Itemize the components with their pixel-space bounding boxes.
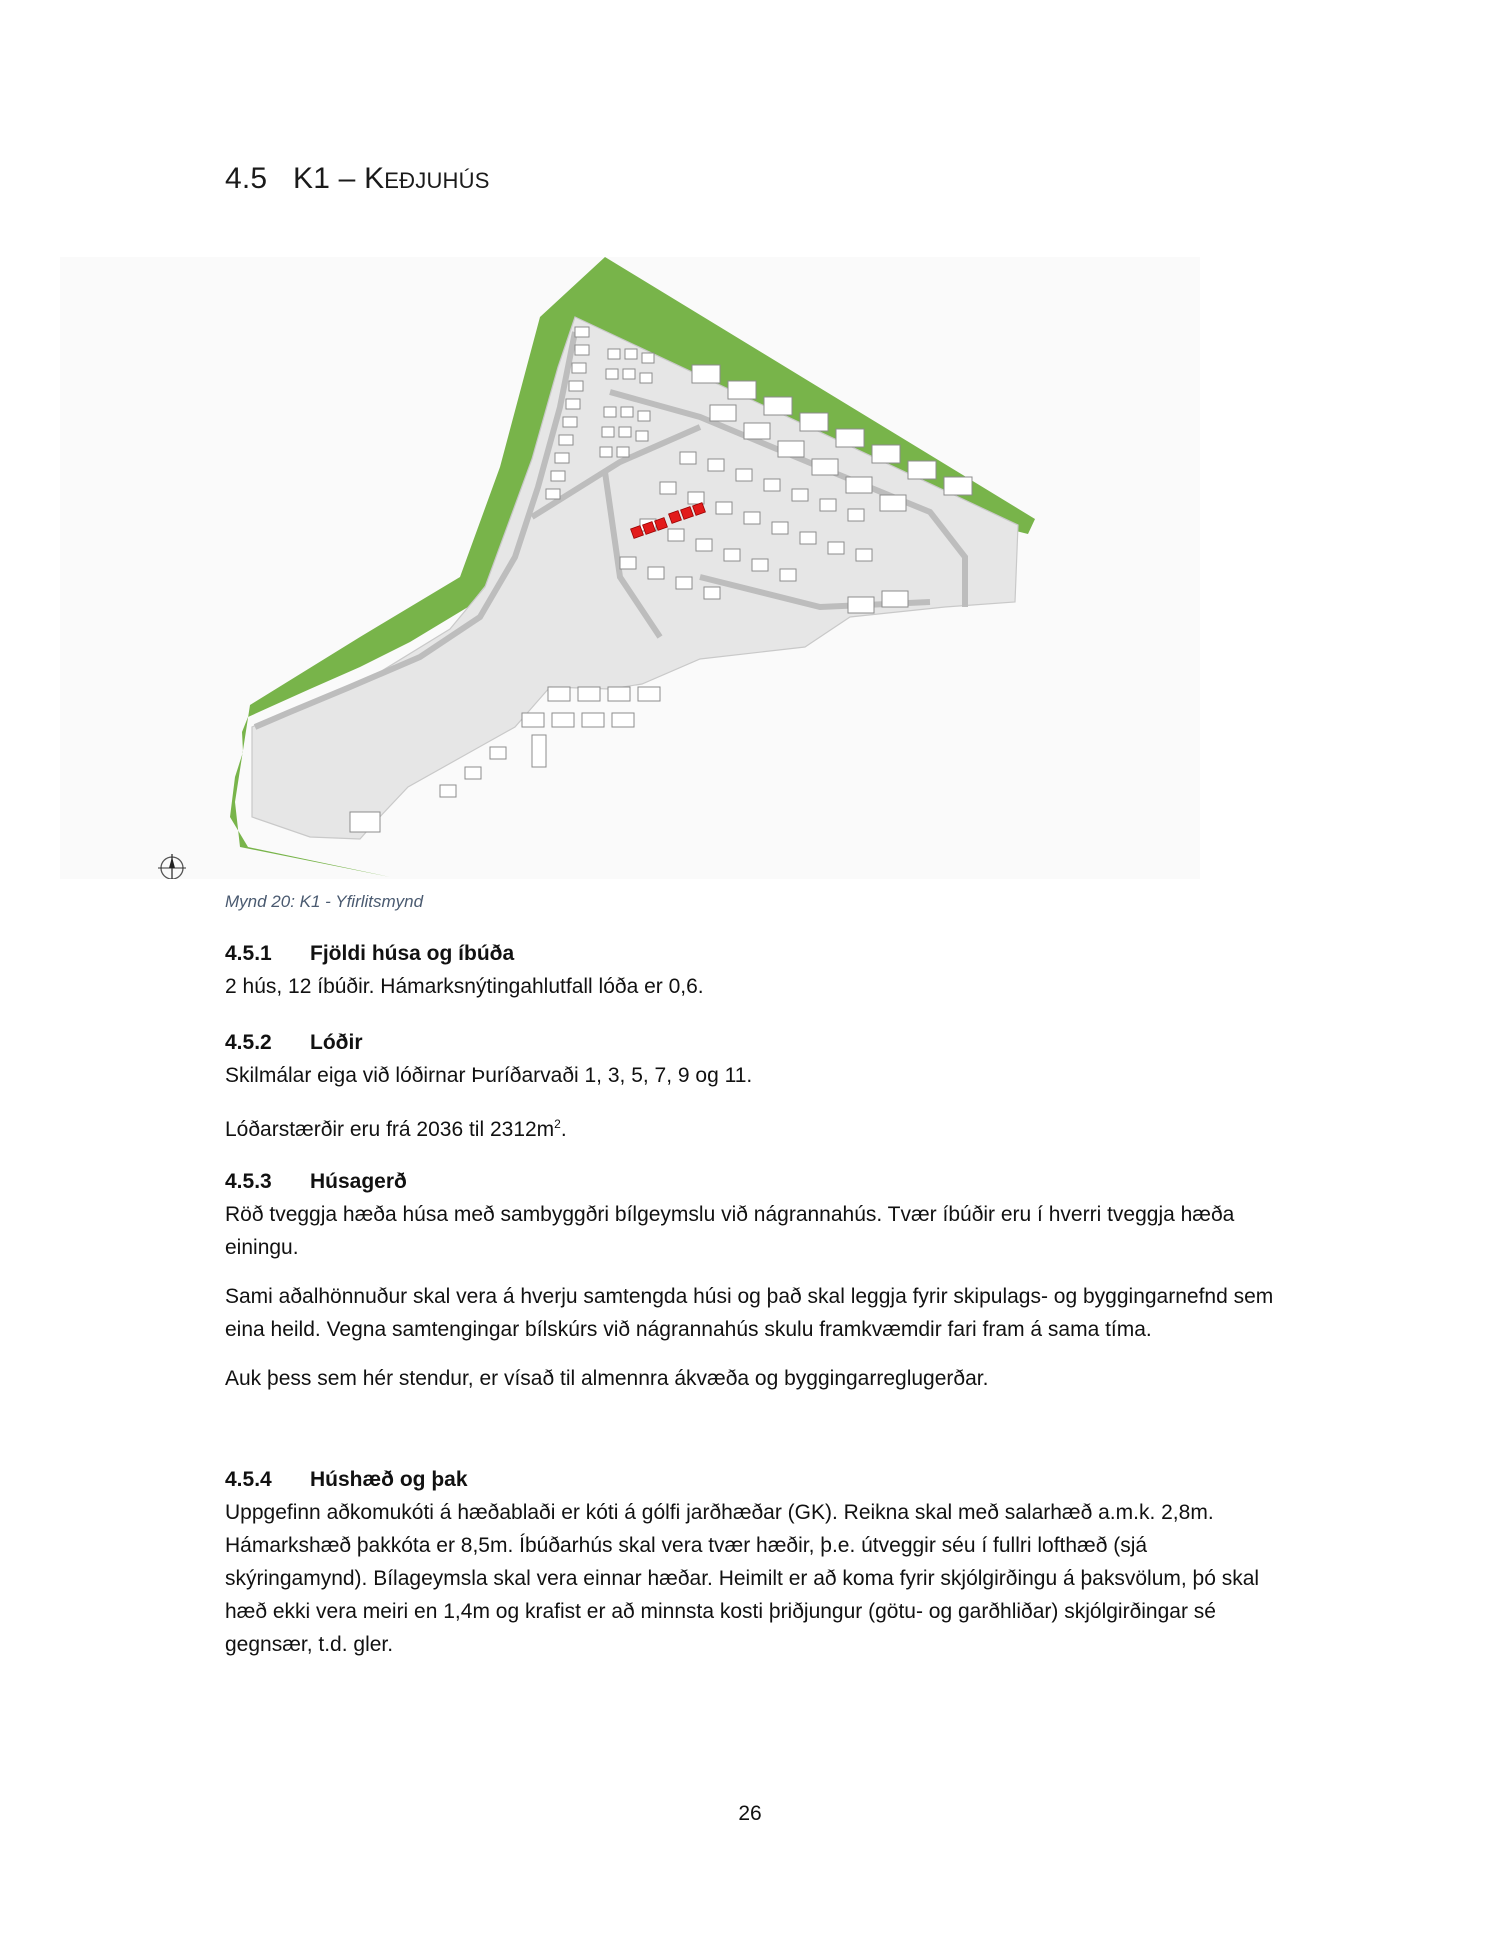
section-heading-title-cap: K [364,162,385,195]
subsection-heading [225,942,1285,966]
paragraph: Röð tveggja hæða húsa með sambyggðri bílgeymslu við nágrannahús. Tvær íbúðir eru í hverri tveggja hæða einingu. [225,1203,1235,1259]
paragraph-gap [225,1264,1285,1280]
subsection-number: 4.5.2 [225,1031,272,1054]
section-heading [225,162,490,196]
subsection-title: Húsagerð [310,1170,407,1193]
lot-size-paragraph [225,1108,1285,1146]
subsection-number: 4.5.1 [225,942,272,965]
page-number: 26 [738,1802,762,1825]
subsection-title: Fjöldi húsa og íbúða [310,942,515,965]
subsection-heading [225,1031,1285,1055]
lot-size-end: . [560,1118,567,1141]
subsection-title: Húshæð og þak [310,1468,468,1491]
paragraph-gap [225,1092,1285,1108]
subsection-heading [225,1468,1285,1492]
section-heading-number: 4.5 [225,162,268,195]
paragraph: 2 hús, 12 íbúðir. Hámarksnýtingahlutfall lóða er 0,6. [225,975,704,998]
subsection-heading [225,1170,1285,1194]
subsection-title: Lóðir [310,1031,363,1054]
figure-caption: Mynd 20: K1 - Yfirlitsmynd [225,892,424,911]
paragraph-gap [225,1346,1285,1362]
section-heading-title-rest: EÐJUHÚS [384,168,490,193]
section-heading-code: K1 – [293,162,356,195]
paragraph: Skilmálar eiga við lóðirnar Þuríðarvaði 1, 3, 5, 7, 9 og 11. [225,1064,753,1087]
site-plan-figure [60,257,1200,879]
section-4-5-3 [225,1170,1285,1395]
paragraph: Uppgefinn aðkomukóti á hæðablaði er kóti á gólfi jarðhæðar (GK). Reikna skal með salarhæð a.m.k. 2,8m. Hámarkshæð þakkóta er 8,5m. Íbúðarhús skal vera tvær hæðir, þ.e. útveggir séu í fullri lofthæð (sjá skýringamynd). Bílageymsla skal vera einnar hæðar. Heimilt er að koma fyrir skjólgirðingu á þaksvölum, þó skal hæð ekki vera meiri en 1,4m og krafist er að minnsta kosti þriðjungur (götu- og garðhliðar) skjólgirðingar sé gegnsær, t.d. gler. [225,1501,1260,1656]
subsection-number: 4.5.4 [225,1468,272,1491]
section-4-5-1 [225,942,1285,1003]
section-4-5-2 [225,1031,1285,1146]
lot-size-superscript: 2 [554,1117,561,1131]
subsection-number: 4.5.3 [225,1170,272,1193]
paragraph: Sami aðalhönnuður skal vera á hverju samtengda húsi og það skal leggja fyrir skipulags- og byggingarnefnd sem eina heild. Vegna samtengingar bílskúrs við nágrannahús skulu framkvæmdir fari fram á sama tíma. [225,1285,1274,1341]
paragraph: Auk þess sem hér stendur, er vísað til almennra ákvæða og byggingarreglugerðar. [225,1367,989,1390]
section-4-5-4 [225,1468,1285,1661]
lot-size-text: Lóðarstærðir eru frá 2036 til 2312m [225,1118,555,1141]
